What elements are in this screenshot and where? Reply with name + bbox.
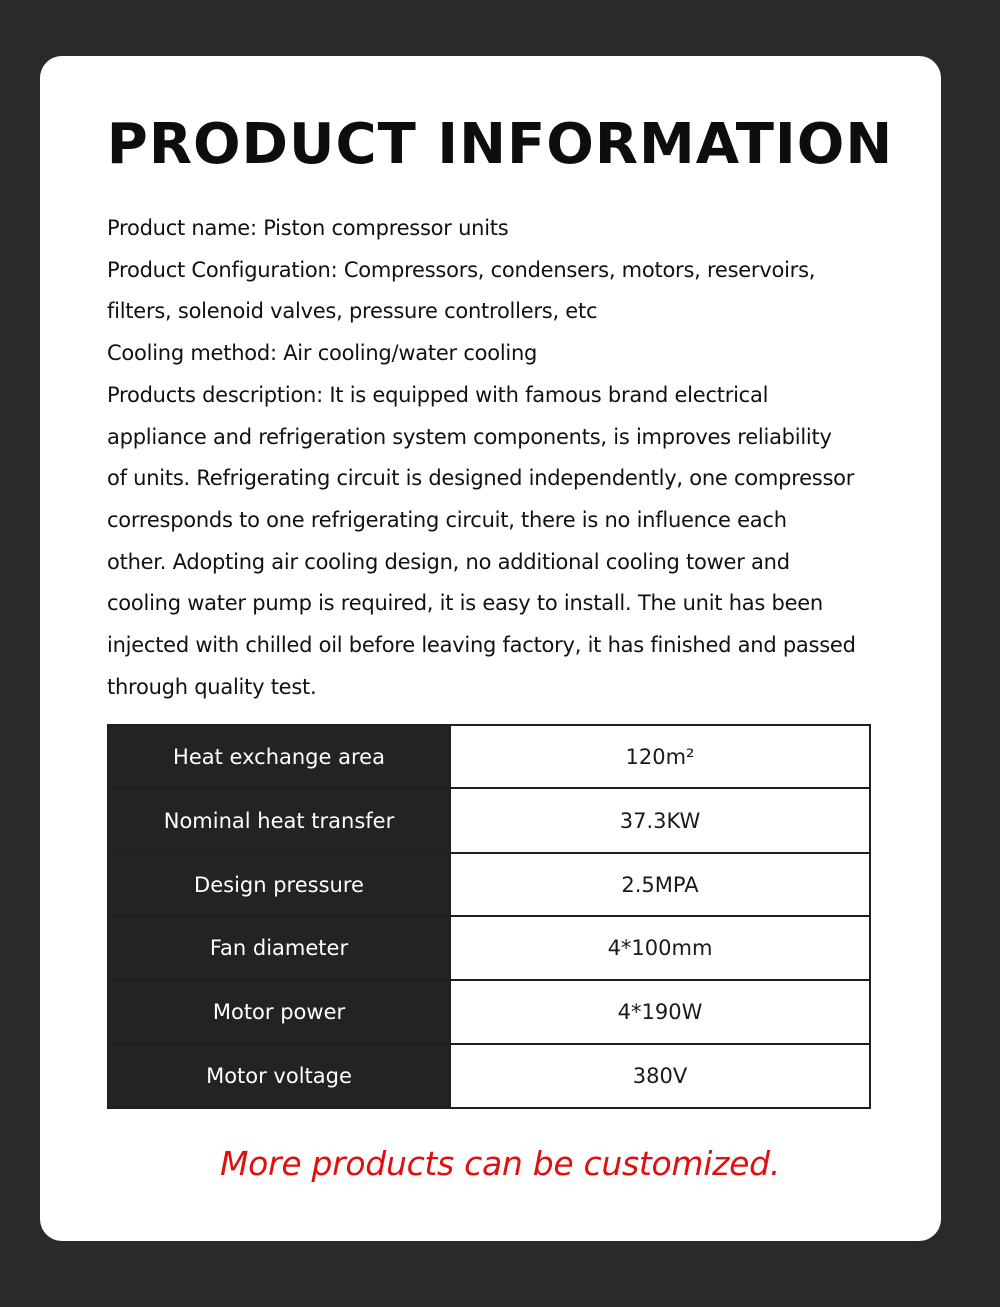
spec-value-design-pressure: 2.5MPA <box>450 853 870 916</box>
info-line-product-name: Product name: Piston compressor units <box>107 216 509 240</box>
spec-label-motor-voltage: Motor voltage <box>108 1044 450 1108</box>
product-info-text <box>107 208 907 708</box>
spec-value-fan-diameter: 4*100mm <box>450 916 870 980</box>
info-line-description: corresponds to one refrigerating circuit, there is no influence each <box>107 507 787 532</box>
table-row <box>108 853 870 916</box>
page-title: PRODUCT INFORMATION <box>106 112 894 177</box>
info-line-configuration-cont: filters, solenoid valves, pressure controllers, etc <box>107 299 598 324</box>
spec-value-nominal-heat-transfer: 37.3KW <box>450 788 870 853</box>
spec-value-motor-power: 4*190W <box>450 980 870 1044</box>
info-line-description: other. Adopting air cooling design, no additional cooling tower and <box>107 549 790 574</box>
spec-value-heat-exchange-area: 120m² <box>450 725 870 788</box>
spec-label-design-pressure: Design pressure <box>108 853 450 916</box>
info-line-description: cooling water pump is required, it is easy to install. The unit has been <box>107 591 823 616</box>
table-row <box>108 788 870 853</box>
table-row <box>108 916 870 980</box>
spec-value-motor-voltage: 380V <box>450 1044 870 1108</box>
info-line-description: of units. Refrigerating circuit is designed independently, one compressor <box>107 466 855 491</box>
spec-label-motor-power: Motor power <box>108 980 450 1044</box>
table-row <box>108 725 870 788</box>
spec-label-nominal-heat-transfer: Nominal heat transfer <box>108 788 450 853</box>
spec-label-heat-exchange-area: Heat exchange area <box>108 725 450 788</box>
info-line-configuration: Product Configuration: Compressors, condensers, motors, reservoirs, <box>107 257 816 282</box>
info-line-description: appliance and refrigeration system components, is improves reliability <box>107 424 832 449</box>
info-line-description: Products description: It is equipped with famous brand electrical <box>107 382 769 407</box>
info-line-description: injected with chilled oil before leaving factory, it has finished and passed <box>107 633 856 658</box>
info-line-cooling-method: Cooling method: Air cooling/water cooling <box>107 341 538 366</box>
spec-table <box>107 724 871 1109</box>
table-row <box>108 1044 870 1108</box>
spec-label-fan-diameter: Fan diameter <box>108 916 450 980</box>
table-row <box>108 980 870 1044</box>
info-line-description: through quality test. <box>107 674 317 699</box>
customization-note: More products can be customized. <box>219 1144 781 1183</box>
